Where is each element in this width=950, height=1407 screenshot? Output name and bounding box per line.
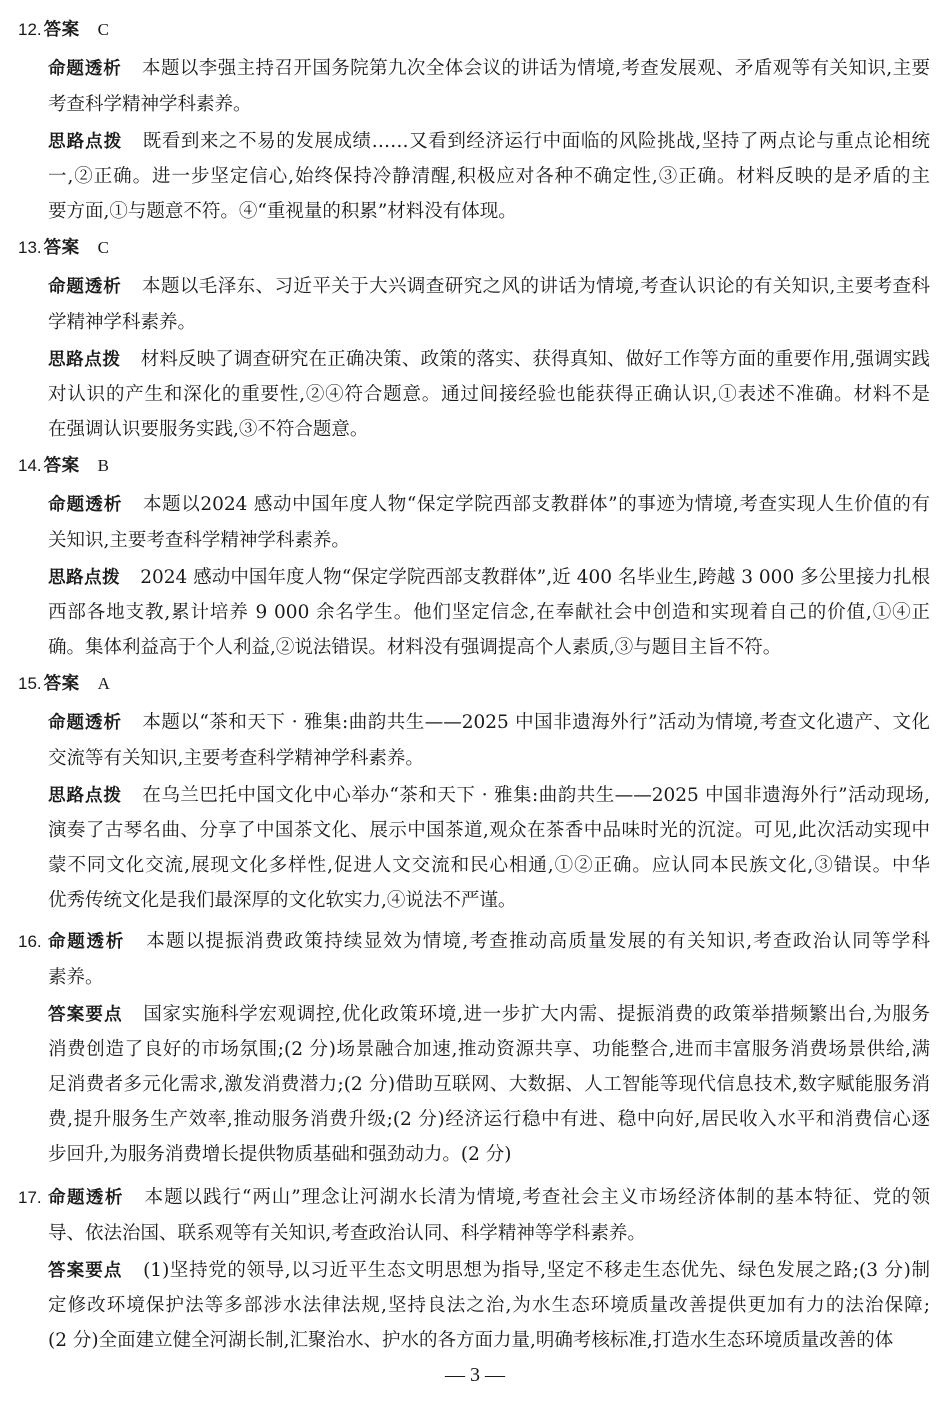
line-text: 演奏了古琴名曲、分享了中国茶文化、展示中国茶道,观众在茶香中品味时光的沉淀。可见,此次活动实现中	[48, 820, 930, 841]
text-line	[48, 1329, 930, 1353]
text-line	[48, 200, 930, 224]
text-line	[48, 636, 930, 660]
line-text: 考查科学精神学科素养。	[48, 94, 252, 115]
question-header	[18, 18, 109, 42]
text-line	[48, 57, 930, 81]
answer-choice: C	[97, 20, 109, 39]
line-text: 对认识的产生和深化的重要性,②④符合题意。通过间接经验也能获得正确认识,①表述不准确。材料不是	[48, 384, 930, 405]
text-line	[48, 1108, 930, 1132]
text-line	[48, 383, 930, 407]
line-text: 学精神学科素养。	[48, 312, 197, 333]
answer-choice: C	[97, 238, 109, 257]
section-label: 命题透析	[48, 59, 122, 79]
section-label: 命题透析	[48, 277, 122, 297]
text-line	[48, 529, 930, 553]
question-number: 14.	[18, 456, 42, 475]
line-text: 本题以“茶和天下 · 雅集:曲韵共生——2025 中国非遗海外行”活动为情境,考查文化遗产、文化	[142, 712, 930, 733]
text-line	[48, 130, 930, 154]
text-line	[48, 566, 930, 590]
line-text: 国家实施科学宏观调控,优化政策环境,进一步扩大内需、提振消费的政策举措频繁出台,为服务	[143, 1004, 930, 1025]
line-text: 优秀传统文化是我们最深厚的文化软实力,④说法不严谨。	[48, 890, 517, 911]
text-line	[48, 93, 930, 117]
text-line	[48, 493, 930, 517]
answer-choice: A	[97, 674, 110, 693]
text-line	[48, 1294, 930, 1318]
answer-label: 答案	[43, 238, 80, 258]
page-number: — 3 —	[445, 1364, 505, 1386]
answer-label: 答案	[43, 674, 80, 694]
line-text: 步回升,为服务消费增长提供物质基础和强劲动力。(2 分)	[48, 1144, 512, 1165]
answer-label: 答案	[43, 20, 80, 40]
line-text: 在强调认识要服务实践,③不符合题意。	[48, 419, 369, 440]
line-text: 在乌兰巴托中国文化中心举办“茶和天下 · 雅集:曲韵共生——2025 中国非遗海外行”活动现场,	[142, 785, 930, 806]
question-header	[18, 236, 109, 260]
question-header	[18, 454, 109, 478]
question-number: 15.	[18, 674, 42, 693]
line-text: 2024 感动中国年度人物“保定学院西部支教群体”,近 400 名毕业生,跨越 3 000 多公里接力扎根	[140, 567, 931, 588]
text-line	[18, 1186, 930, 1210]
line-text: 素养。	[48, 967, 104, 988]
section-label: 命题透析	[48, 495, 123, 515]
text-line	[48, 311, 930, 335]
text-line	[48, 165, 930, 189]
text-line	[48, 966, 930, 990]
section-label: 思路点拨	[48, 350, 121, 370]
text-line	[48, 889, 930, 913]
question-number: 17.	[18, 1188, 42, 1207]
line-text: 导、依法治国、联系观等有关知识,考查政治认同、科学精神等学科素养。	[48, 1223, 646, 1244]
text-line	[48, 418, 930, 442]
text-line	[48, 854, 930, 878]
section-label: 命题透析	[48, 932, 126, 952]
text-line	[48, 1003, 930, 1027]
text-line	[48, 1073, 930, 1097]
section-label: 答案要点	[48, 1261, 123, 1281]
line-text: 足消费者多元化需求,激发消费潜力;(2 分)借助互联网、大数据、人工智能等现代信息技术,数字赋能服务消	[48, 1074, 930, 1095]
text-line	[48, 275, 930, 299]
answer-label: 答案	[43, 456, 80, 476]
answer-choice: B	[97, 456, 109, 475]
section-label: 命题透析	[48, 1188, 124, 1208]
text-line	[48, 747, 930, 771]
question-number: 16.	[18, 932, 42, 951]
line-text: 材料反映了调查研究在正确决策、政策的落实、获得真知、做好工作等方面的重要作用,强调实践	[140, 349, 931, 370]
line-text: 本题以2024 感动中国年度人物“保定学院西部支教群体”的事迹为情境,考查实现人生价值的有	[142, 494, 930, 515]
line-text: (2 分)全面建立健全河湖长制,汇聚治水、护水的各方面力量,明确考核标准,打造水生态环境质量改善的体	[48, 1330, 894, 1351]
line-text: 本题以提振消费政策持续显效为情境,考查推动高质量发展的有关知识,考查政治认同等学科	[146, 931, 931, 952]
line-text: 费,提升服务生产效率,推动服务消费升级;(2 分)经济运行稳中有进、稳中向好,居民收入水平和消费信心逐	[48, 1109, 930, 1130]
text-line	[48, 1222, 930, 1246]
question-number: 12.	[18, 20, 42, 39]
line-text: 定修改环境保护法等多部涉水法律法规,坚持良法之治,为水生态环境质量改善提供更加有力的法治保障;	[48, 1295, 930, 1316]
text-line	[48, 1143, 930, 1167]
line-text: 一,②正确。进一步坚定信心,始终保持冷静清醒,积极应对各种不确定性,③正确。材料反映的是矛盾的主	[48, 166, 930, 187]
line-text: 消费创造了良好的市场氛围;(2 分)场景融合加速,推动资源共享、功能整合,进而丰富服务消费场景供给,满	[48, 1039, 930, 1060]
line-text: (1)坚持党的领导,以习近平生态文明思想为指导,坚定不移走生态优先、绿色发展之路;(3 分)制	[143, 1260, 931, 1281]
question-header	[18, 672, 110, 696]
text-line	[18, 930, 931, 954]
section-label: 答案要点	[48, 1005, 123, 1025]
line-text: 确。集体利益高于个人利益,②说法错误。材料没有强调提高个人素质,③与题目主旨不符。	[48, 637, 782, 658]
line-text: 关知识,主要考查科学精神学科素养。	[48, 530, 350, 551]
section-label: 思路点拨	[48, 132, 123, 152]
question-number: 13.	[18, 238, 42, 257]
line-text: 蒙不同文化交流,展现文化多样性,促进人文交流和民心相通,①②正确。应认同本民族文化,③错误。中华	[48, 855, 930, 876]
text-line	[48, 1038, 930, 1062]
line-text: 本题以毛泽东、习近平关于大兴调查研究之风的讲话为情境,考查认识论的有关知识,主要考查科	[142, 276, 931, 297]
line-text: 要方面,①与题意不符。④“重视量的积累”材料没有体现。	[48, 201, 517, 222]
text-line	[48, 1259, 930, 1283]
line-text: 西部各地支教,累计培养 9 000 余名学生。他们坚定信念,在奉献社会中创造和实现着自己的价值,①④正	[48, 602, 930, 623]
line-text: 本题以践行“两山”理念让河湖水长清为情境,考查社会主义市场经济体制的基本特征、党的领	[144, 1187, 930, 1208]
line-text: 既看到来之不易的发展成绩……又看到经济运行中面临的风险挑战,坚持了两点论与重点论相统	[142, 131, 930, 152]
section-label: 思路点拨	[48, 786, 122, 806]
text-line	[48, 601, 930, 625]
text-line	[48, 711, 930, 735]
line-text: 本题以李强主持召开国务院第九次全体会议的讲话为情境,考查发展观、矛盾观等有关知识,主要	[142, 58, 931, 79]
text-line	[48, 348, 930, 372]
section-label: 命题透析	[48, 713, 122, 733]
line-text: 交流等有关知识,主要考查科学精神学科素养。	[48, 748, 424, 769]
text-line	[48, 819, 930, 843]
section-label: 思路点拨	[48, 568, 121, 588]
text-line	[48, 784, 930, 808]
